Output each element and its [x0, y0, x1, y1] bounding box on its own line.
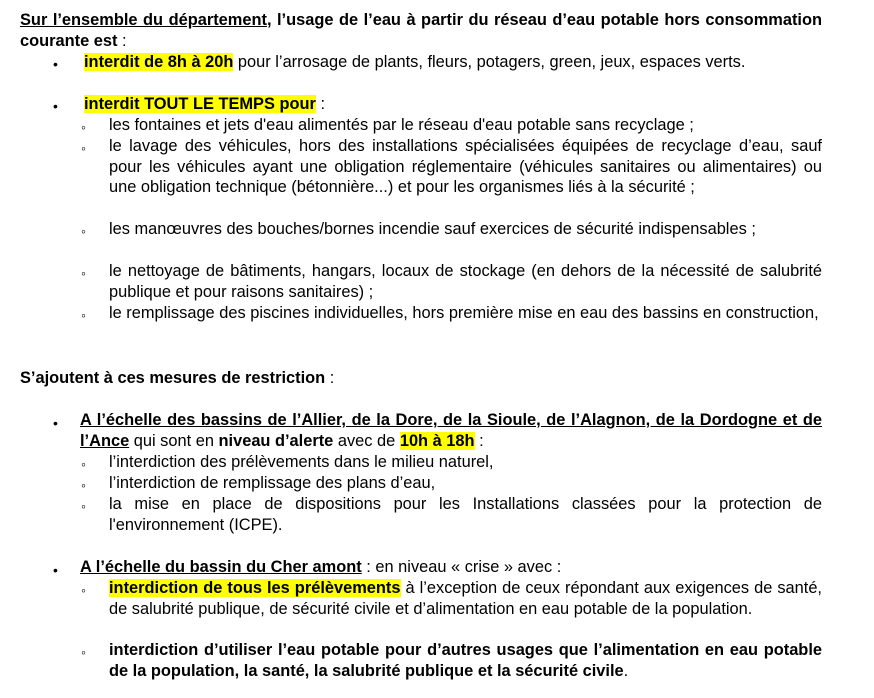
bullet-icon: • [53, 415, 58, 431]
sub-bullet-icon: ◦ [81, 644, 86, 660]
intro-scope: Sur l’ensemble du département [20, 11, 267, 29]
sub-bullet-icon: ◦ [81, 582, 86, 598]
intro-colon: : [117, 31, 127, 50]
sub-bullet-icon: ◦ [81, 456, 86, 472]
general-subitem: le lavage des véhicules, hors des installations spécialisées équipées de recyclage d’eau, sauf pour les véhicules ayant une obligation réglementaire (véhicules sanitaires ou alimentaires) ou une obligation technique (bétonnière...) et pour les organismes liés à la sécurité ; [109, 137, 822, 197]
restriction-colon: : [325, 369, 335, 387]
allier-text-1: qui sont en [129, 431, 219, 450]
cher-basin: A l’échelle du bassin du Cher amont [80, 558, 362, 576]
highlight-all-withdrawals: interdiction de tous les prélèvements [109, 579, 401, 597]
general-subitem: les manœuvres des bouches/bornes incendie sauf exercices de sécurité indispensables ; [109, 220, 756, 238]
cher-subitem-1 [109, 578, 822, 619]
general-item-1-text: pour l’arrosage de plants, fleurs, potagers, green, jeux, espaces verts. [233, 53, 746, 71]
bullet-icon: • [53, 562, 58, 578]
intro-text: , l’usage de l’eau à partir du réseau d’eau potable hors consommation courante est [20, 11, 822, 50]
sub-bullet-icon: ◦ [81, 307, 86, 323]
cher-text: : en niveau « crise » avec : [361, 558, 562, 576]
sub-bullet-icon: ◦ [81, 265, 86, 281]
sub-bullet-icon: ◦ [81, 119, 86, 135]
allier-text-2: avec de [333, 431, 400, 450]
general-subitem: les fontaines et jets d'eau alimentés par le réseau d'eau potable sans recyclage ; [109, 116, 694, 134]
general-item-2-colon: : [315, 95, 326, 113]
alert-level: niveau d’alerte [218, 431, 334, 450]
sub-bullet-icon: ◦ [81, 140, 86, 156]
cher-subitem-2 [109, 640, 822, 681]
highlight-hours: interdit de 8h à 20h [84, 53, 234, 71]
bullet-icon: • [53, 56, 58, 72]
general-item-1 [84, 52, 822, 73]
allier-subitem: l’interdiction de remplissage des plans d’eau, [109, 474, 436, 492]
allier-paragraph [80, 410, 822, 451]
highlight-allier-hours: 10h à 18h [399, 431, 475, 450]
sub-bullet-icon: ◦ [81, 498, 86, 514]
restriction-title: S’ajoutent à ces mesures de restriction [20, 369, 326, 387]
allier-colon: : [474, 431, 484, 450]
allier-subitem: la mise en place de dispositions pour les Installations classées pour la protection de l'environnement (ICPE). [109, 495, 822, 534]
cher-subitem-2-text: interdiction d’utiliser l’eau potable pour d’autres usages que l’alimentation en eau potable de la population, la santé, la salubrité publique et la sécurité civile [109, 641, 822, 680]
general-subitem: le remplissage des piscines individuelles, hors première mise en eau des bassins en construction, [109, 304, 819, 322]
sub-bullet-icon: ◦ [81, 223, 86, 239]
cher-subitem-1-text: à l’exception de ceux répondant aux exigences de santé, de salubrité publique, de sécurité civile et d’alimentation en eau potable de la population. [109, 579, 822, 618]
restriction-heading [20, 368, 822, 389]
cher-subitem-2-end: . [623, 661, 629, 680]
general-item-2 [84, 94, 822, 115]
intro-paragraph [20, 10, 822, 51]
cher-paragraph [80, 557, 822, 578]
allier-basins: A l’échelle des bassins de l’Allier, de la Dore, de la Sioule, de l’Alagnon, de la Dordogne et de l’Ance [80, 411, 822, 450]
sub-bullet-icon: ◦ [81, 477, 86, 493]
general-subitem: le nettoyage de bâtiments, hangars, locaux de stockage (en dehors de la nécessité de salubrité publique et pour raisons sanitaires) ; [109, 262, 822, 301]
allier-subitem: l’interdiction des prélèvements dans le milieu naturel, [109, 453, 494, 471]
highlight-always: interdit TOUT LE TEMPS pour [84, 95, 316, 113]
bullet-icon: • [53, 98, 58, 114]
